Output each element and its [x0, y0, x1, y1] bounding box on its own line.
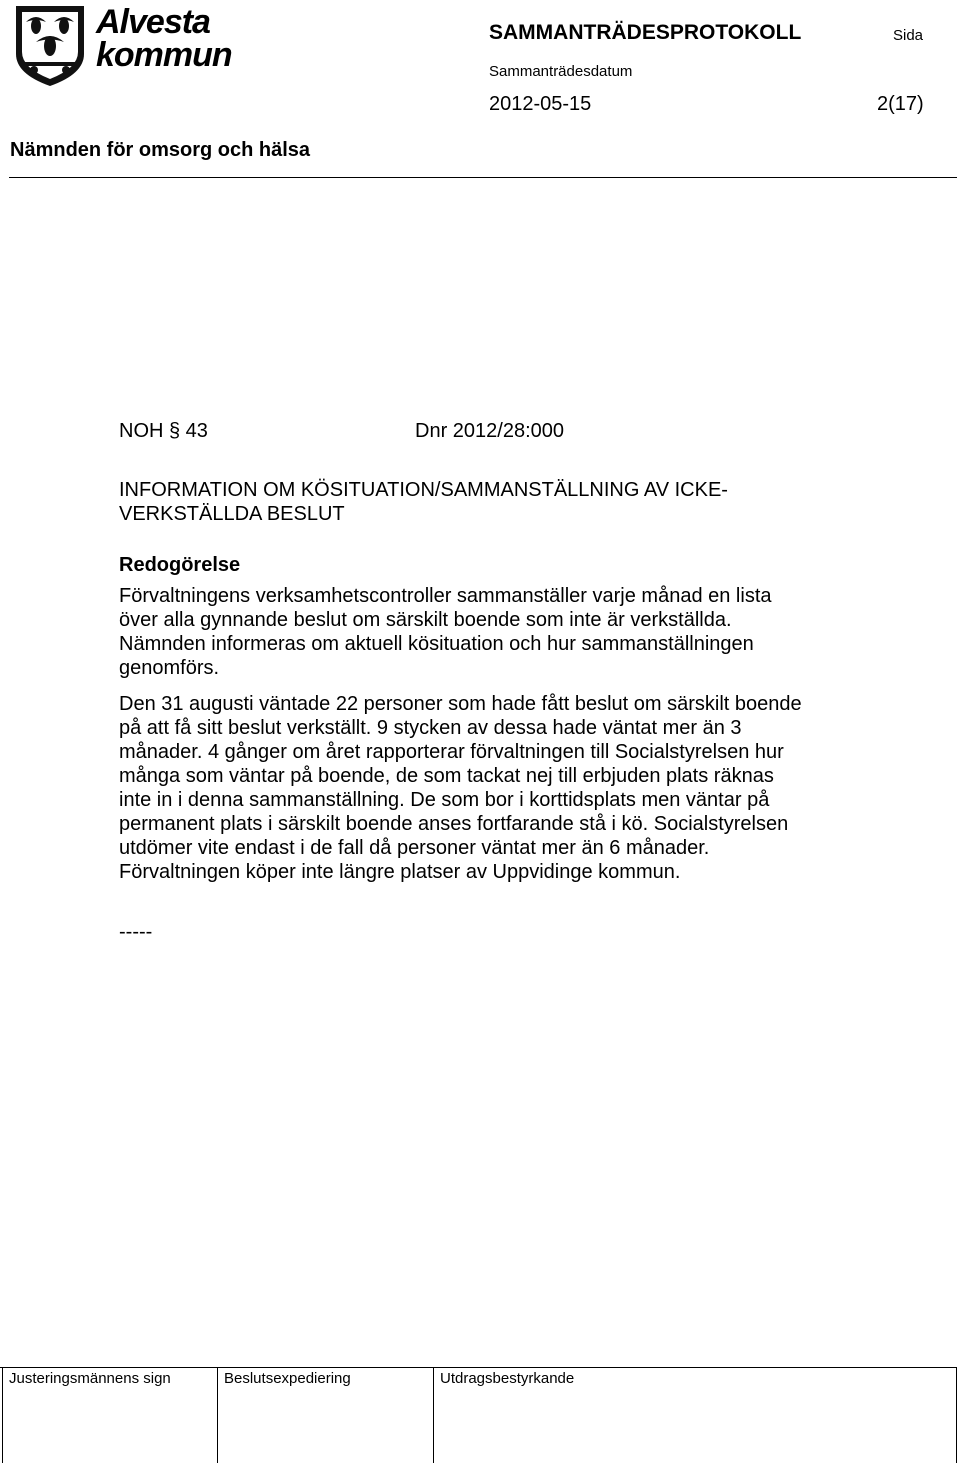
page-label: Sida — [893, 27, 924, 44]
footer-top-rule — [0, 1367, 957, 1368]
coat-of-arms-icon — [12, 4, 92, 88]
header-divider — [9, 177, 957, 178]
footer-divider — [956, 1367, 957, 1463]
committee-name: Nämnden för omsorg och hälsa — [10, 139, 311, 161]
paragraph-1: Förvaltningens verksamhetscontroller sammanställer varje månad en lista över alla gynnande beslut om särskilt boende som inte är verkställda. Nämnden informeras om aktuell kösituation och hur sammanställningen genomförs. — [119, 585, 772, 679]
meeting-date-value: 2012-05-15 — [489, 93, 592, 115]
paragraph-2: Den 31 augusti väntade 22 personer som hade fått beslut om särskilt boende på att få sitt beslut verkställt. 9 stycken av dessa hade väntat mer än 3 månader. 4 gånger om året rapporterar förvaltningen till Socialstyrelsen hur många som väntar på boende, de som tackat nej till erbjuden plats räknas inte in i denna sammanställning. De som bor i korttidsplats men väntar på permanent plats i särskilt boende anses fortfarande stå i kö. Socialstyrelsen utdömer vite endast i de fall då personer väntat mer än 6 månader. Förvaltningen köper inte längre platser av Uppvidinge kommun. — [119, 693, 802, 883]
protocol-title: SAMMANTRÄDESPROTOKOLL — [489, 21, 802, 44]
logo-line-2: kommun — [96, 36, 232, 74]
section-heading: INFORMATION OM KÖSITUATION/SAMMANSTÄLLNING AV ICKE-VERKSTÄLLDA BESLUT — [119, 479, 728, 525]
signature-footer — [0, 1367, 957, 1463]
logo-wordmark — [96, 3, 232, 74]
registration-number: Dnr 2012/28:000 — [415, 420, 565, 442]
extract-certification-label: Utdragsbestyrkande — [440, 1370, 575, 1387]
meeting-date-label: Sammanträdesdatum — [489, 63, 633, 80]
footer-divider — [217, 1367, 218, 1463]
footer-divider — [433, 1367, 434, 1463]
footer-divider — [2, 1367, 3, 1463]
section-subheading: Redogörelse — [119, 554, 241, 576]
dispatch-label: Beslutsexpediering — [224, 1370, 351, 1387]
section-separator: ----- — [119, 921, 153, 943]
page-number: 2(17) — [877, 93, 924, 115]
case-number: NOH § 43 — [119, 420, 208, 442]
logo-line-1: Alvesta — [96, 3, 210, 41]
alvesta-kommun-logo — [12, 4, 244, 88]
signature-label: Justeringsmännens sign — [9, 1370, 171, 1387]
